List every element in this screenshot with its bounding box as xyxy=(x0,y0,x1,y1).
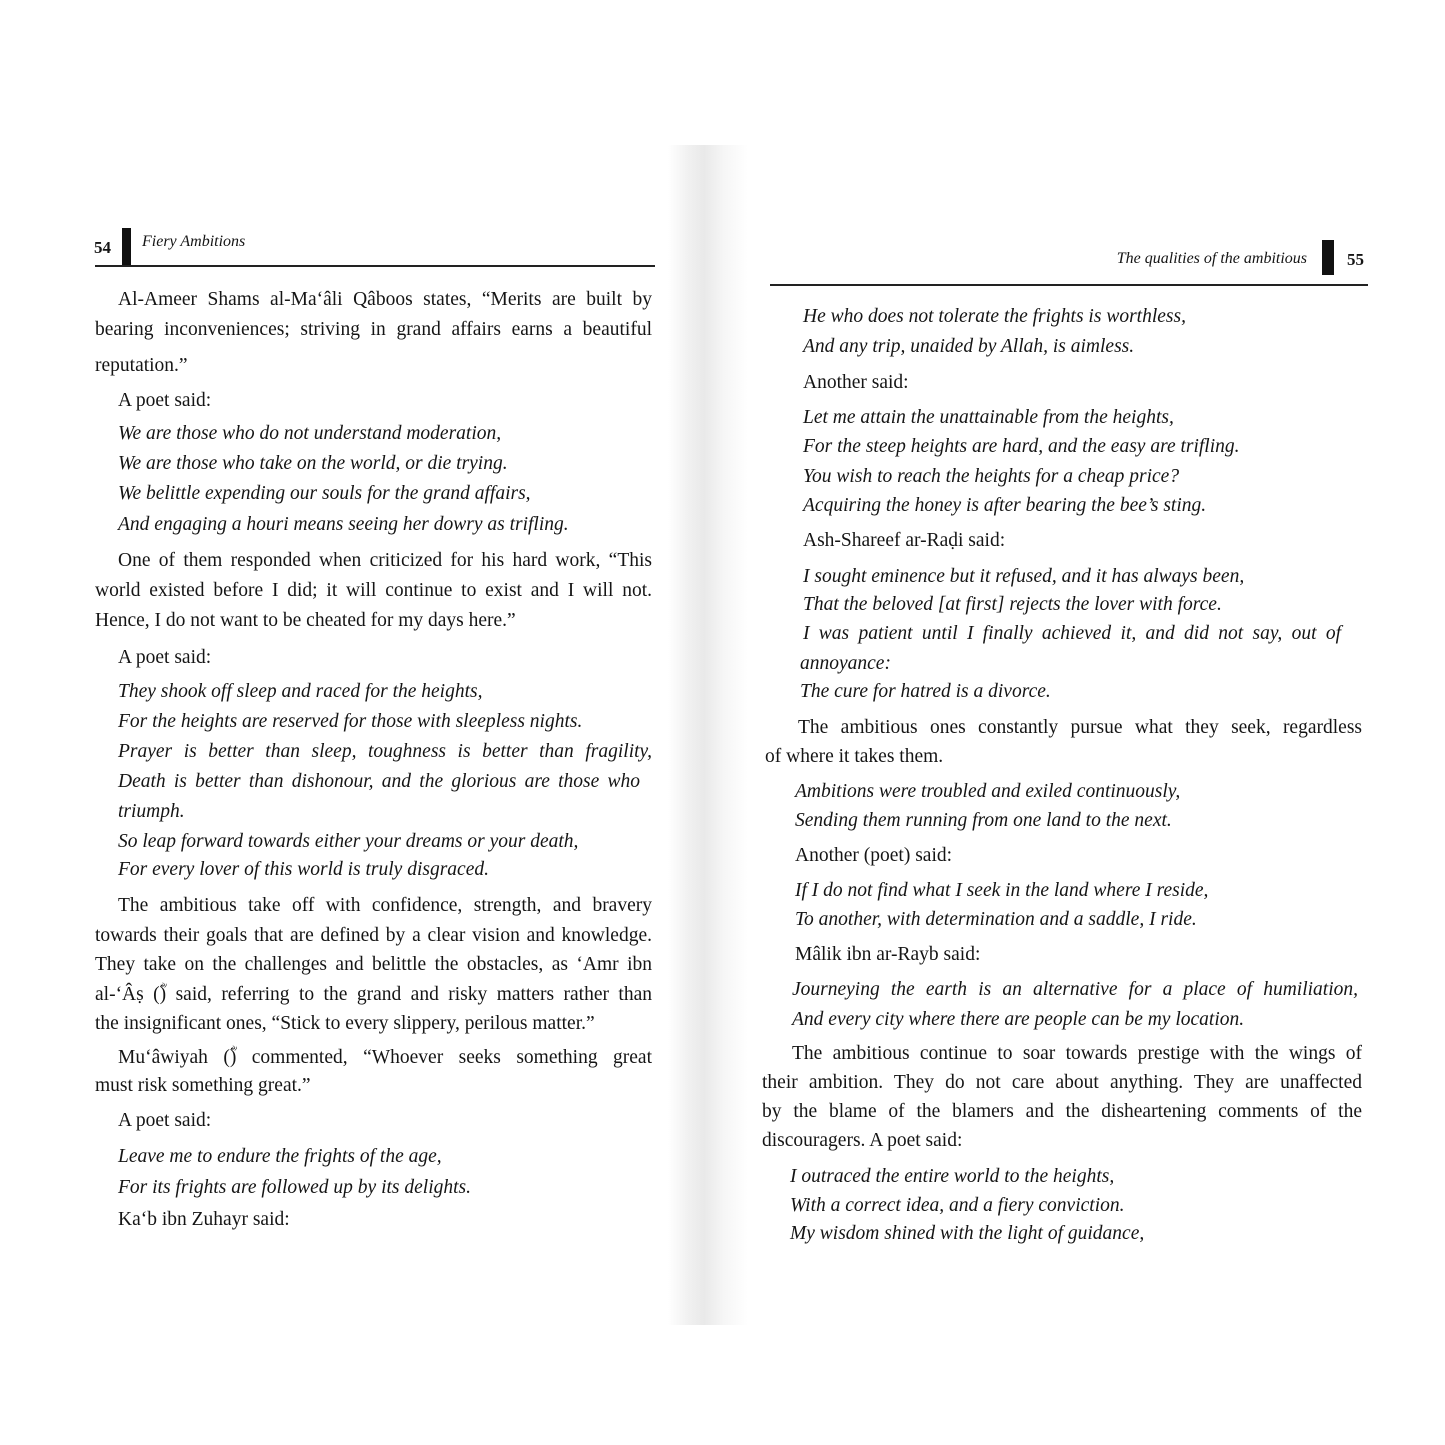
body-text-line: Ash-Shareef ar-Raḍi said: xyxy=(803,530,1006,551)
body-text-line: A poet said: xyxy=(118,647,212,668)
verse-line: Leave me to endure the frights of the age, xyxy=(118,1146,442,1167)
verse-line: Ambitions were troubled and exiled continuously, xyxy=(795,781,1181,802)
body-text-line: They take on the challenges and belittle the obstacles, as ‘Amr ibn xyxy=(95,954,652,975)
body-text-line: The ambitious take off with confidence, strength, and bravery xyxy=(118,895,652,916)
header-bar xyxy=(1322,240,1334,275)
body-text-line: Hence, I do not want to be cheated for my days here.” xyxy=(95,610,516,631)
verse-line: And any trip, unaided by Allah, is aimless. xyxy=(803,336,1135,357)
verse-line: To another, with determination and a saddle, I ride. xyxy=(795,909,1197,930)
body-text-line: The ambitious continue to soar towards prestige with the wings of xyxy=(792,1043,1362,1064)
body-text-line: world existed before I did; it will continue to exist and I will not. xyxy=(95,580,652,601)
verse-line: I sought eminence but it refused, and it has always been, xyxy=(803,566,1245,587)
running-title: The qualities of the ambitious xyxy=(1116,250,1307,267)
body-text-line: Another (poet) said: xyxy=(795,845,953,866)
body-text-line: the insignificant ones, “Stick to every slippery, perilous matter.” xyxy=(95,1013,595,1034)
verse-line: We are those who do not understand moderation, xyxy=(118,423,502,444)
verse-line: Let me attain the unattainable from the heights, xyxy=(803,407,1174,428)
verse-line: The cure for hatred is a divorce. xyxy=(800,681,1051,702)
body-text-line: One of them responded when criticized for his hard work, “This xyxy=(118,550,652,571)
verse-line: I was patient until I finally achieved it, and did not say, out of xyxy=(803,623,1341,644)
verse-line: We belittle expending our souls for the grand affairs, xyxy=(118,483,531,504)
verse-line: They shook off sleep and raced for the heights, xyxy=(118,681,483,702)
verse-line: annoyance: xyxy=(800,653,891,674)
verse-line: triumph. xyxy=(118,801,185,822)
body-text-line: must risk something great.” xyxy=(95,1075,311,1096)
verse-line: Sending them running from one land to the next. xyxy=(795,810,1172,831)
verse-line: Acquiring the honey is after bearing the bee’s sting. xyxy=(803,495,1207,516)
verse-line: For its frights are followed up by its delights. xyxy=(118,1177,471,1198)
verse-line: So leap forward towards either your dreams or your death, xyxy=(118,831,579,852)
verse-line: We are those who take on the world, or die trying. xyxy=(118,453,508,474)
page-number: 54 xyxy=(94,238,111,257)
body-text-line: Mu‘âwiyah (ؓ) commented, “Whoever seeks something great xyxy=(118,1047,652,1068)
body-text-line: The ambitious ones constantly pursue what they seek, regardless xyxy=(798,717,1362,738)
body-text-line: by the blame of the blamers and the disheartening comments of the xyxy=(762,1101,1362,1122)
verse-line: For the heights are reserved for those with sleepless nights. xyxy=(118,711,583,732)
body-text-line: A poet said: xyxy=(118,1110,212,1131)
body-text-line: Ka‘b ibn Zuhayr said: xyxy=(118,1209,290,1230)
verse-line: And engaging a houri means seeing her dowry as trifling. xyxy=(118,514,569,535)
body-text-line: Al-Ameer Shams al-Ma‘âli Qâboos states, “Merits are built by xyxy=(118,289,652,310)
verse-line: I outraced the entire world to the heights, xyxy=(790,1166,1115,1187)
body-text-line: of where it takes them. xyxy=(765,746,944,767)
verse-line: That the beloved [at first] rejects the lover with force. xyxy=(803,594,1222,615)
verse-line: Prayer is better than sleep, toughness is better than fragility, xyxy=(118,741,652,762)
verse-line: With a correct idea, and a fiery conviction. xyxy=(790,1195,1125,1216)
verse-line: He who does not tolerate the frights is worthless, xyxy=(803,306,1186,327)
verse-line: And every city where there are people can be my location. xyxy=(792,1009,1245,1030)
verse-line: You wish to reach the heights for a cheap price? xyxy=(803,466,1180,487)
page-number: 55 xyxy=(1347,250,1364,269)
body-text-line: discouragers. A poet said: xyxy=(762,1130,963,1151)
verse-line: If I do not find what I seek in the land where I reside, xyxy=(795,880,1209,901)
body-text-line: Mâlik ibn ar-Rayb said: xyxy=(795,944,981,965)
body-text-line: towards their goals that are defined by a clear vision and knowledge. xyxy=(95,925,652,946)
body-text-line: Another said: xyxy=(803,372,909,393)
body-text-line: al-‘Âṣ (ؓ) said, referring to the grand and risky matters rather than xyxy=(95,984,652,1005)
verse-line: Death is better than dishonour, and the glorious are those who xyxy=(118,771,640,792)
header-rule xyxy=(770,284,1368,286)
running-title: Fiery Ambitions xyxy=(142,233,246,250)
verse-line: For every lover of this world is truly disgraced. xyxy=(118,859,489,880)
body-text-line: bearing inconveniences; striving in grand affairs earns a beautiful xyxy=(95,319,652,340)
body-text-line: A poet said: xyxy=(118,390,212,411)
body-text-line: reputation.” xyxy=(95,355,188,376)
verse-line: For the steep heights are hard, and the easy are trifling. xyxy=(803,436,1240,457)
verse-line: Journeying the earth is an alternative for a place of humiliation, xyxy=(792,979,1358,1000)
verse-line: My wisdom shined with the light of guidance, xyxy=(790,1223,1145,1244)
body-text-line: their ambition. They do not care about anything. They are unaffected xyxy=(762,1072,1362,1093)
